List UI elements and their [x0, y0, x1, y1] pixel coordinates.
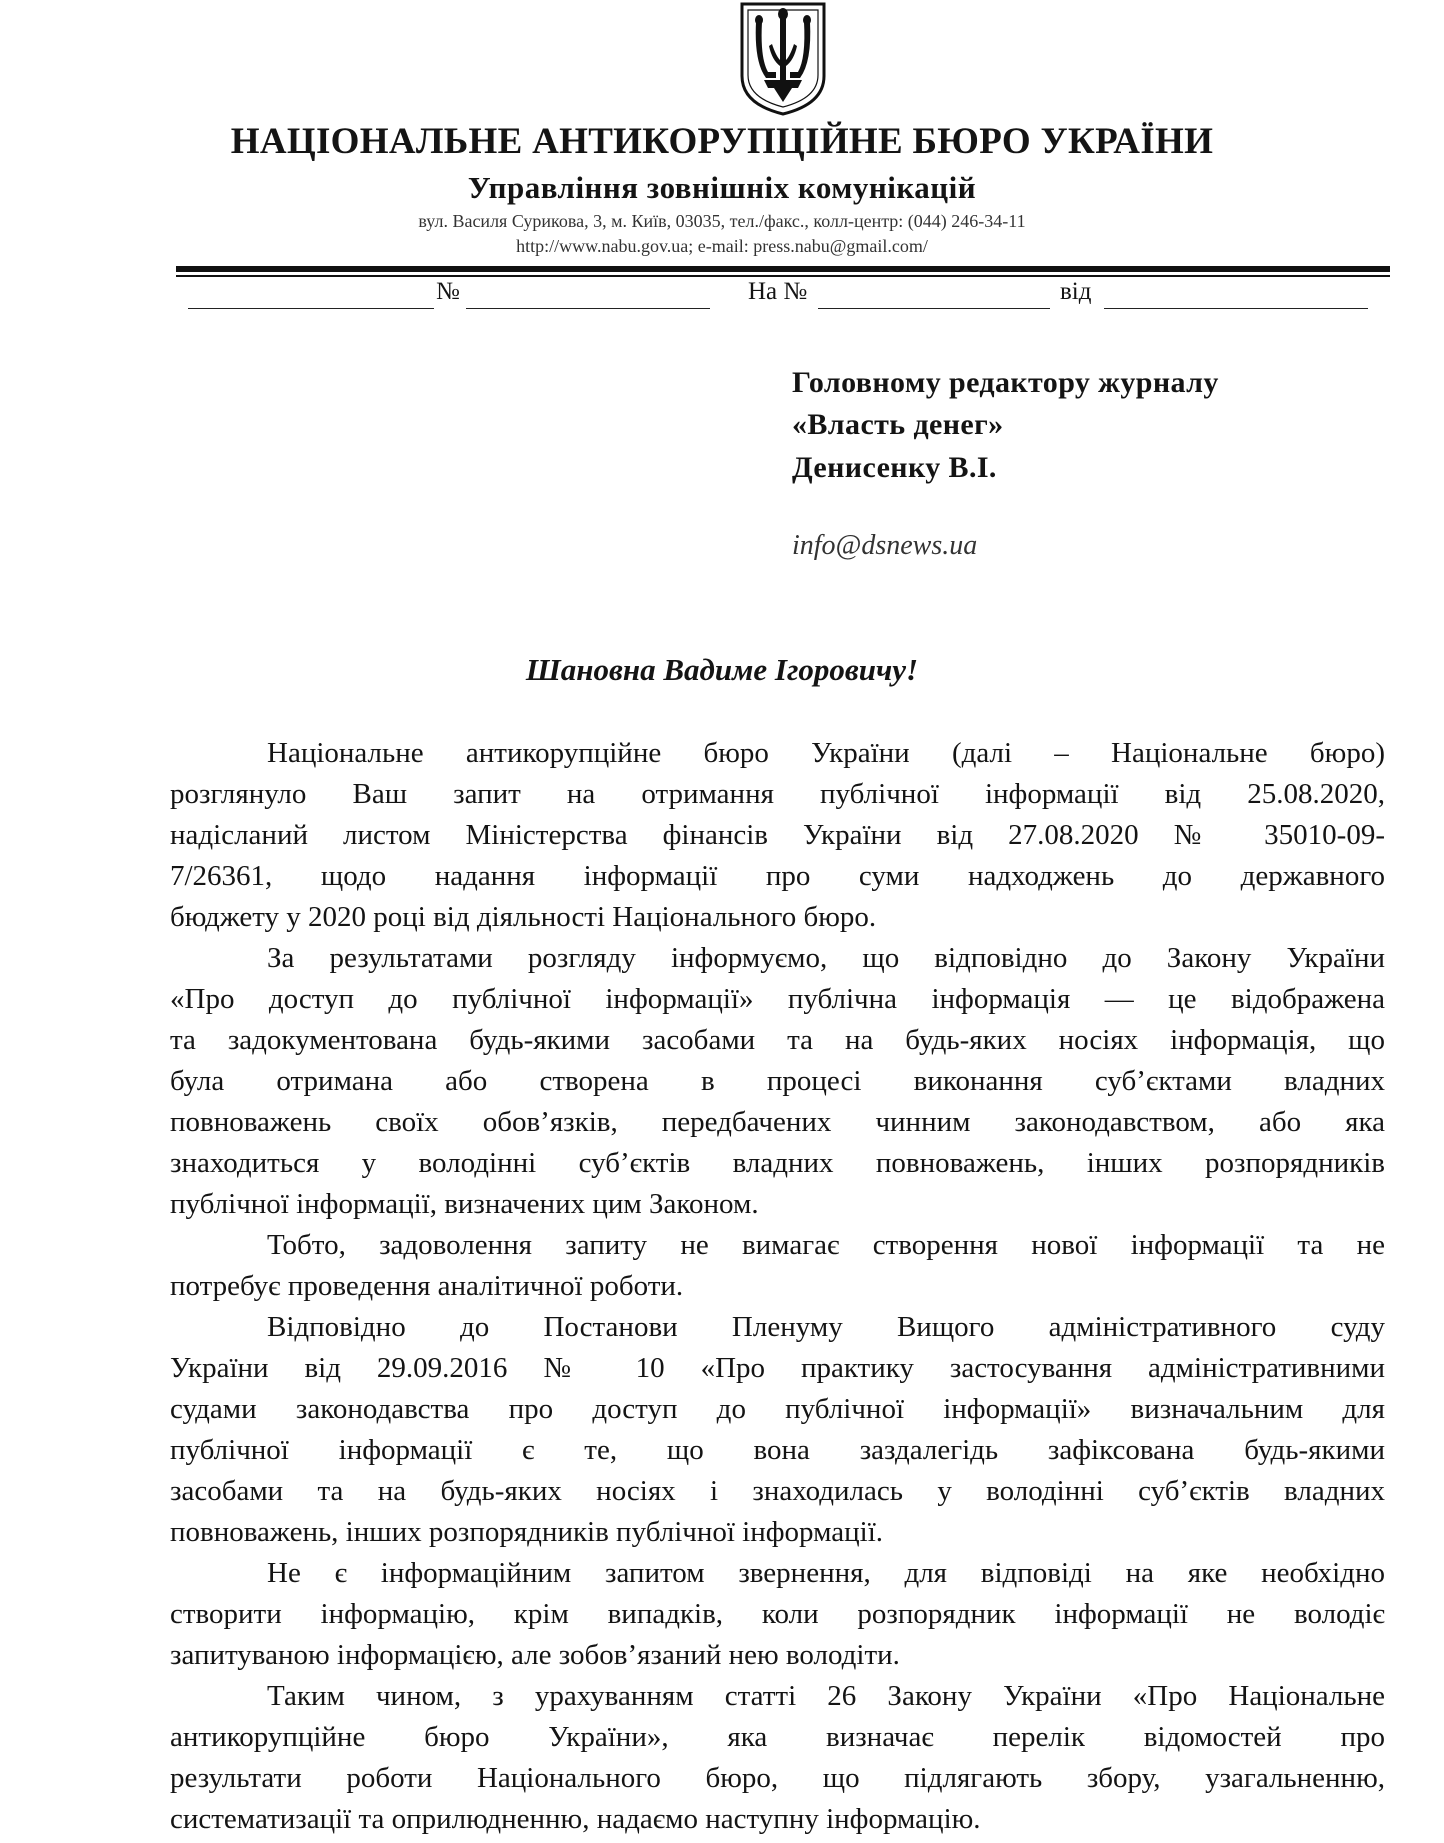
header-rule-thin — [176, 275, 1390, 277]
body-line: повноважень, інших розпорядників публічної інформації. — [170, 1516, 884, 1548]
addressee-email: info@dsnews.ua — [792, 530, 978, 561]
body-line: публічної інформації, визначених цим Законом. — [170, 1188, 759, 1220]
from-label: від — [1060, 278, 1092, 305]
on-number-label: На № — [748, 278, 808, 305]
body-line: повноважень своїх обов’язків, передбачених чинним законодавством, або яка — [170, 1106, 1385, 1138]
body-line: Таким чином, з урахуванням статті 26 Закону України «Про Національне — [267, 1680, 1385, 1712]
number-label: № — [436, 278, 460, 305]
body-line: засобами та на будь-яких носіях і знаходилась у володінні суб’єктів владних — [170, 1475, 1385, 1507]
contact-web-email: http://www.nabu.gov.ua; e-mail: press.nabu@gmail.com/ — [516, 236, 928, 256]
body-line: антикорупційне бюро України», яка визначає перелік відомостей про — [170, 1721, 1385, 1753]
incoming-date-blank — [1104, 308, 1368, 309]
outgoing-number-blank — [466, 308, 710, 309]
addressee-name: Денисенку В.І. — [792, 451, 997, 484]
body-line: публічної інформації є те, що вона заздалегідь зафіксована будь-якими — [170, 1434, 1385, 1466]
salutation: Шановна Вадиме Ігоровичу! — [525, 652, 919, 687]
body-line: розглянуло Ваш запит на отримання публічної інформації від 25.08.2020, — [170, 778, 1385, 810]
body-line: «Про доступ до публічної інформації» публічна інформація — це відображена — [170, 983, 1385, 1015]
body-line: 7/26361, щодо надання інформації про суми надходжень до державного — [170, 860, 1385, 892]
body-line: Не є інформаційним запитом звернення, для відповіді на яке необхідно — [267, 1557, 1385, 1589]
body-line: Національне антикорупційне бюро України (далі – Національне бюро) — [267, 737, 1385, 769]
outgoing-date-blank — [188, 308, 434, 309]
body-line: бюджету у 2020 році від діяльності Національного бюро. — [170, 901, 877, 933]
body-line: результати роботи Національного бюро, що підлягають збору, узагальненню, — [170, 1762, 1385, 1794]
body-line: потребує проведення аналітичної роботи. — [170, 1270, 684, 1302]
body-line: За результатами розгляду інформуємо, що відповідно до Закону України — [267, 942, 1385, 974]
body-line: запитуваною інформацією, але зобов’язаний нею володіти. — [170, 1639, 900, 1671]
addressee-title: Головному редактору журналу — [792, 366, 1219, 399]
body-line: судами законодавства про доступ до публічної інформації» визначальним для — [170, 1393, 1385, 1425]
body-line: була отримана або створена в процесі виконання суб’єктами владних — [170, 1065, 1385, 1097]
body-line: Відповідно до Постанови Пленуму Вищого адміністративного суду — [267, 1311, 1385, 1343]
body-line: надісланий листом Міністерства фінансів України від 27.08.2020 № 35010-09- — [170, 819, 1385, 851]
organization-name: НАЦІОНАЛЬНЕ АНТИКОРУПЦІЙНЕ БЮРО УКРАЇНИ — [230, 121, 1214, 162]
body-line: створити інформацію, крім випадків, коли розпорядник інформації не володіє — [170, 1598, 1385, 1630]
body-line: Тобто, задоволення запиту не вимагає створення нової інформації та не — [267, 1229, 1385, 1261]
ukraine-trident-emblem-icon — [736, 0, 830, 116]
contact-address: вул. Василя Сурикова, 3, м. Київ, 03035, тел./факс., колл-центр: (044) 246-34-11 — [418, 211, 1026, 231]
body-line: та задокументована будь-якими засобами та на будь-яких носіях інформація, що — [170, 1024, 1385, 1056]
addressee-publication: «Власть денег» — [792, 408, 1004, 441]
body-line: знаходиться у володінні суб’єктів владних повноважень, інших розпорядників — [170, 1147, 1385, 1179]
header-rule-thick — [176, 266, 1390, 272]
body-line: України від 29.09.2016 № 10 «Про практику застосування адміністративними — [170, 1352, 1385, 1384]
department-name: Управління зовнішніх комунікацій — [467, 170, 977, 205]
incoming-number-blank — [818, 308, 1050, 309]
body-line: систематизації та оприлюдненню, надаємо наступну інформацію. — [170, 1803, 981, 1835]
